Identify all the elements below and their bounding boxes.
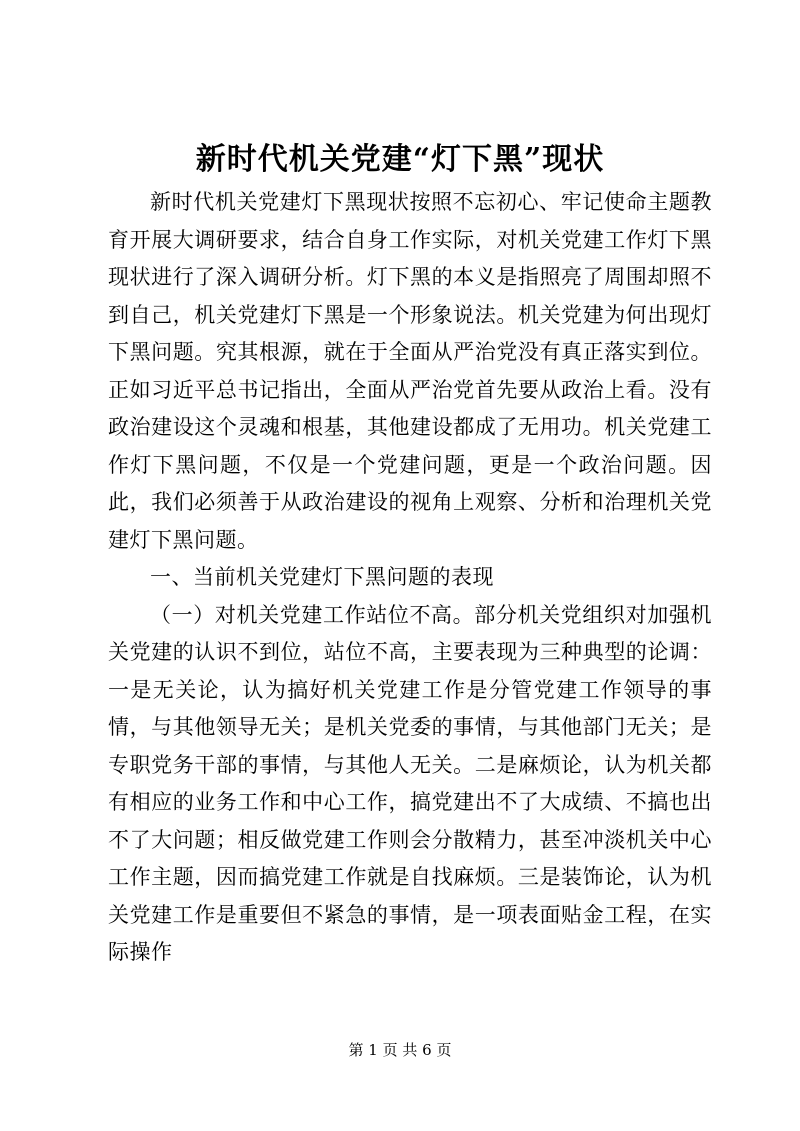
document-body: [108, 184, 712, 972]
page-footer: 第 1 页 共 6 页: [348, 1041, 452, 1059]
subsection-paragraph: （一）对机关党建工作站位不高。部分机关党组织对加强机关党建的认识不到位，站位不高，主要表现为三种典型的论调：一是无关论，认为搞好机关党建工作是分管党建工作领导的事情，与其他领导无关；是机关党委的事情，与其他部门无关；是专职党务干部的事情，与其他人无关。二是麻烦论，认为机关都有相应的业务工作和中心工作，搞党建出不了大成绩、不搞也出不了大问题；相反做党建工作则会分散精力，甚至冲淡机关中心工作主题，因而搞党建工作就是自找麻烦。三是装饰论，认为机关党建工作是重要但不紧急的事情，是一项表面贴金工程，在实际操作: [108, 602, 712, 964]
document-title: 新时代机关党建“灯下黑”现状: [195, 142, 605, 177]
section-heading: 一、当前机关党建灯下黑问题的表现: [150, 565, 494, 589]
intro-paragraph: 新时代机关党建灯下黑现状按照不忘初心、牢记使命主题教育开展大调研要求，结合自身工作实际，对机关党建工作灯下黑现状进行了深入调研分析。灯下黑的本义是指照亮了周围却照不到自己，机关党建灯下黑是一个形象说法。机关党建为何出现灯下黑问题。究其根源，就在于全面从严治党没有真正落实到位。正如习近平总书记指出，全面从严治党首先要从政治上看。没有政治建设这个灵魂和根基，其他建设都成了无用功。机关党建工作灯下黑问题，不仅是一个党建问题，更是一个政治问题。因此，我们必须善于从政治建设的视角上观察、分析和治理机关党建灯下黑问题。: [108, 190, 712, 552]
